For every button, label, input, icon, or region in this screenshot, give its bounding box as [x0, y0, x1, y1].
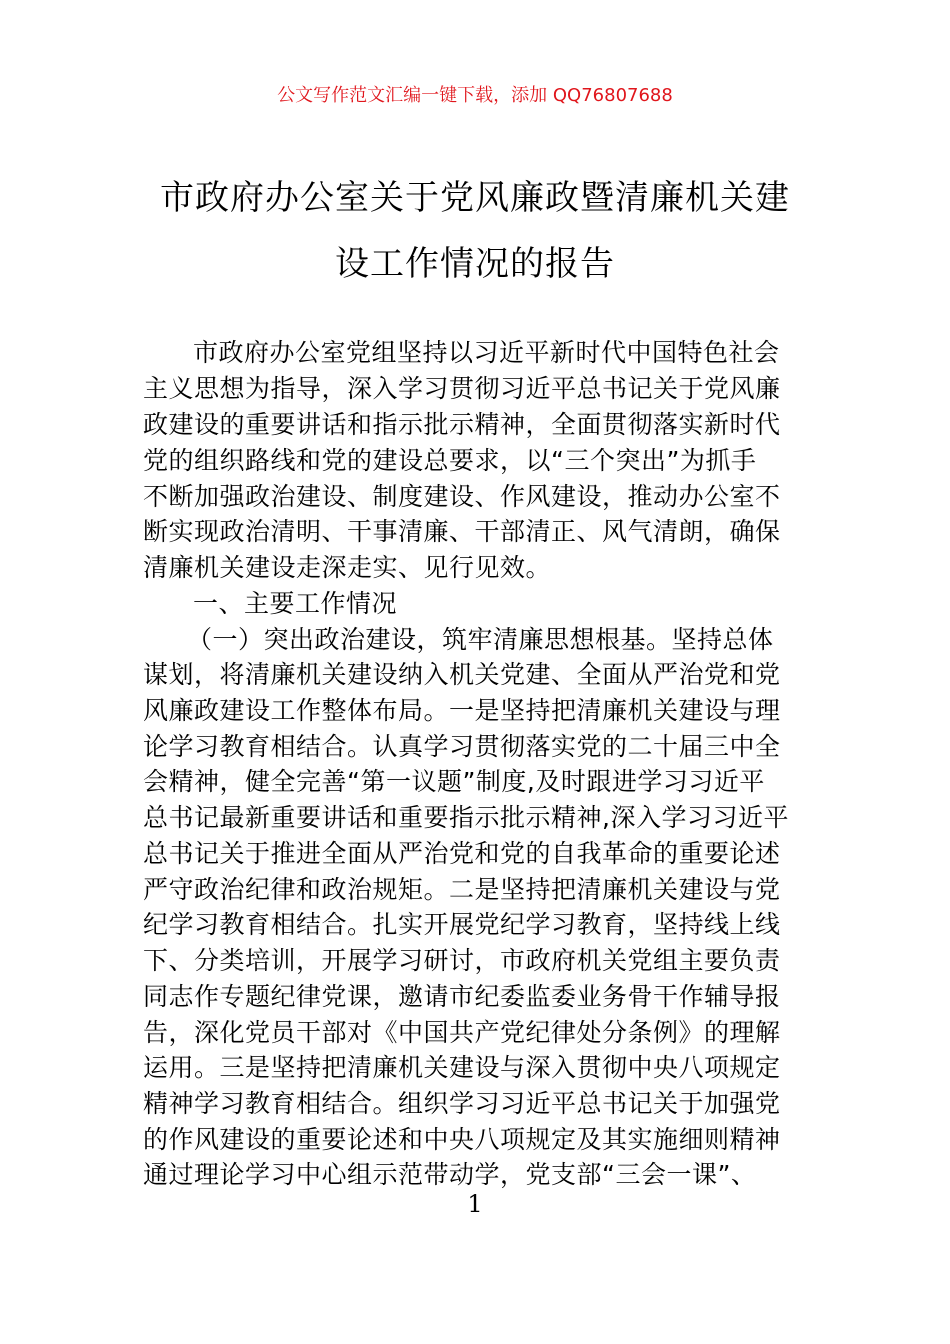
body-line: 总书记关于推进全面从严治党和党的自我革命的重要论述: [143, 839, 781, 868]
body-line: （一）突出政治建设，筑牢清廉思想根基。坚持总体: [187, 625, 774, 654]
body-line: 同志作专题纪律党课，邀请市纪委监委业务骨干作辅导报: [143, 982, 781, 1011]
header-note: 公文写作范文汇编一键下载，添加 QQ76807688: [277, 85, 673, 106]
page-number: 1: [467, 1190, 483, 1218]
body-line: 谋划，将清廉机关建设纳入机关党建、全面从严治党和党: [143, 660, 781, 689]
body-line: 严守政治纪律和政治规矩。二是坚持把清廉机关建设与党: [143, 875, 781, 904]
page-title-line-1: 市政府办公室关于党风廉政暨清廉机关建: [160, 178, 790, 218]
body-line: 的作风建设的重要论述和中央八项规定及其实施细则精神: [143, 1125, 781, 1154]
body-line: 清廉机关建设走深走实、见行见效。: [143, 553, 552, 582]
body-line: 政建设的重要讲话和指示批示精神，全面贯彻落实新时代: [143, 410, 781, 439]
body-line: 告，深化党员干部对《中国共产党纪律处分条例》的理解: [143, 1018, 781, 1047]
body-line: 断实现政治清明、干事清廉、干部清正、风气清朗，确保: [143, 517, 781, 546]
body-line: 论学习教育相结合。认真学习贯彻落实党的二十届三中全: [143, 732, 781, 761]
body-line: 下、分类培训，开展学习研讨，市政府机关党组主要负责: [143, 946, 781, 975]
body-line: 市政府办公室党组坚持以习近平新时代中国特色社会: [193, 338, 780, 367]
body-line: 党的组织路线和党的建设总要求，以“三个突出”为抓手: [143, 446, 757, 475]
body-line: 风廉政建设工作整体布局。一是坚持把清廉机关建设与理: [143, 696, 781, 725]
body-line: 纪学习教育相结合。扎实开展党纪学习教育，坚持线上线: [143, 910, 781, 939]
body-line: 主义思想为指导，深入学习贯彻习近平总书记关于党风廉: [143, 374, 781, 403]
body-line: 通过理论学习中心组示范带动学，党支部“三会一课”、: [143, 1160, 757, 1189]
body-line: 运用。三是坚持把清廉机关建设与深入贯彻中央八项规定: [143, 1053, 781, 1082]
page-title-line-2: 设工作情况的报告: [335, 244, 615, 284]
body-line: 不断加强政治建设、制度建设、作风建设，推动办公室不: [143, 482, 781, 511]
section-heading: 一、主要工作情况: [193, 589, 398, 618]
body-line: 会精神，健全完善“第一议题”制度,及时跟进学习习近平: [143, 767, 765, 796]
body-line: 总书记最新重要讲话和重要指示批示精神,深入学习习近平: [143, 803, 789, 832]
body-line: 精神学习教育相结合。组织学习习近平总书记关于加强党: [143, 1089, 781, 1118]
